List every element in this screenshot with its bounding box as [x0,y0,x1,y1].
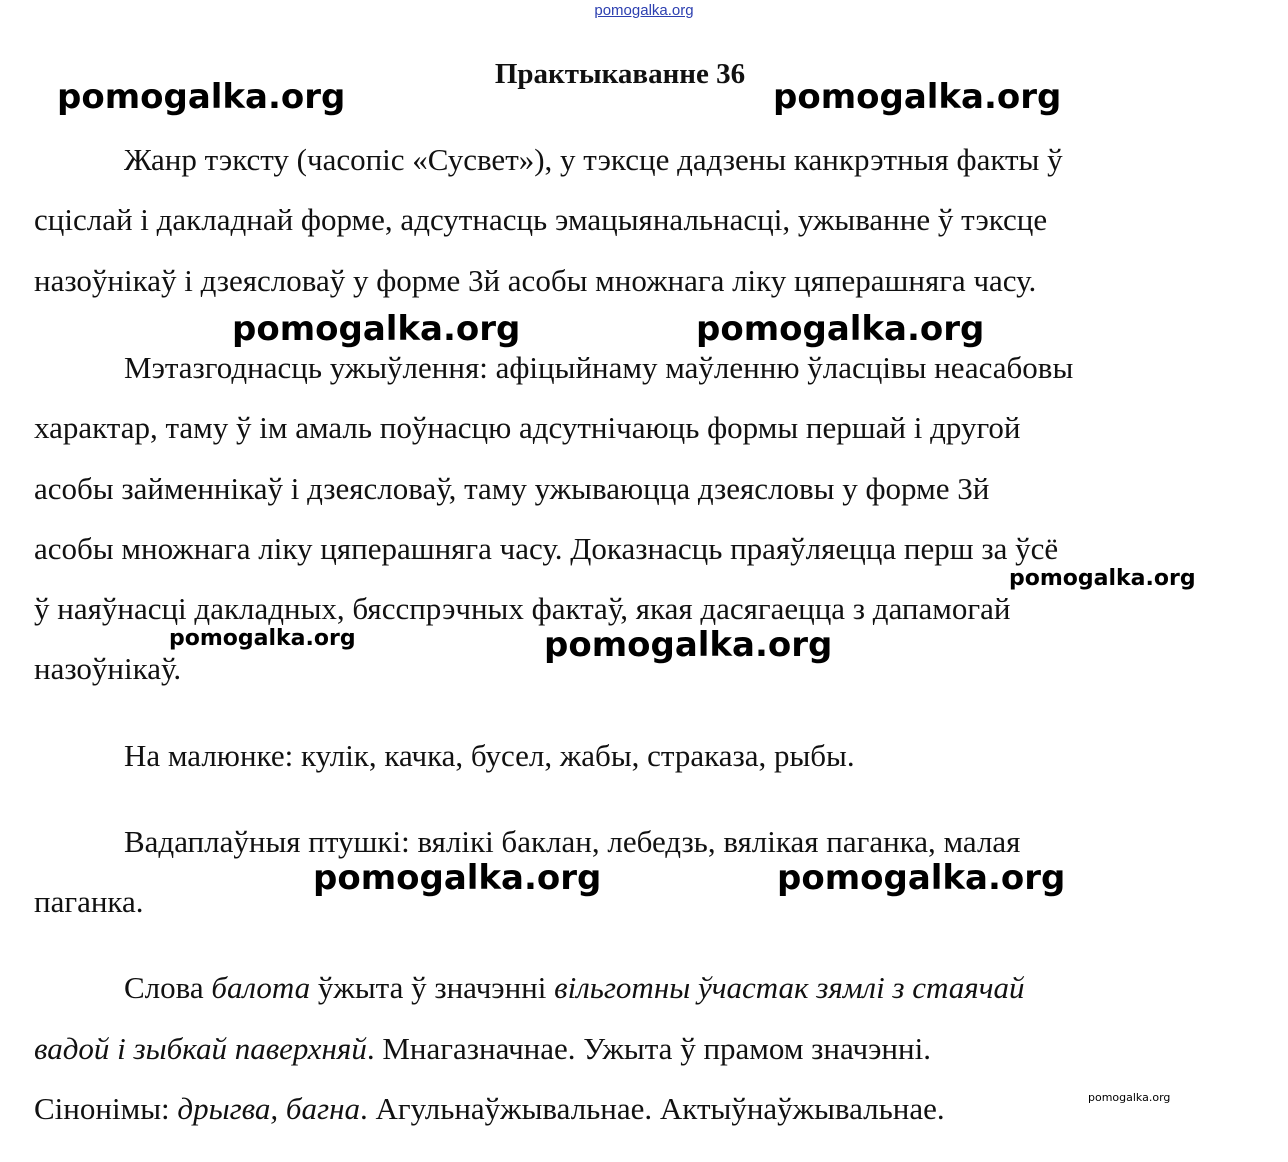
paragraph-2-line-1: Мэтазгоднасць ужыўлення: афіцыйнаму маўленню ўласцівы неасабовы [124,350,1074,385]
watermark: pomogalka.org [1088,1091,1171,1104]
watermark: pomogalka.org [544,625,833,665]
paragraph-2-line-4: асобы множнага ліку цяперашняга часу. Доказнасць праяўляецца перш за ўсё [34,531,1059,566]
paragraph-1-line-2: сціслай і дакладнай форме, адсутнасць эмацыянальнасці, ужыванне ў тэксце [34,202,1048,237]
paragraph-2-line-6: назоўнікаў. [34,651,182,686]
text-run: . Мнагазначнае. Ужыта ў прамом значэнні. [366,1031,931,1066]
paragraph-5-line-1 [124,970,1025,1006]
watermark: pomogalka.org [773,77,1062,117]
paragraph-4-line-2: паганка. [34,884,144,919]
paragraph-2-line-3: асобы займеннікаў і дзеясловаў, таму ужываюцца дзеясловы у форме 3й [34,471,990,506]
paragraph-5-line-2 [34,1031,931,1067]
italic-definition: вільготны ўчастак зямлі з стаячай [554,970,1025,1005]
italic-term: балота [211,970,311,1005]
italic-definition: вадой і зыбкай паверхняй [34,1031,367,1066]
text-run: . Агульнаўжывальнае. Актыўнаўжывальнае. [359,1091,945,1126]
watermark: pomogalka.org [232,309,521,349]
watermark: pomogalka.org [777,858,1066,898]
site-link[interactable]: pomogalka.org [594,2,694,19]
text-run: Сінонімы: [34,1091,178,1126]
text-run: Слова [124,970,212,1005]
page-title: Практыкаванне 36 [494,58,746,90]
paragraph-4-line-1: Вадаплаўныя птушкі: вялікі баклан, лебедзь, вялікая паганка, малая [124,824,1021,859]
paragraph-3-line-1: На малюнке: кулік, качка, бусел, жабы, страказа, рыбы. [124,738,855,773]
paragraph-2-line-2: характар, таму ў ім амаль поўнасцю адсутнічаюць формы першай і другой [34,410,1021,445]
watermark: pomogalka.org [57,77,346,117]
italic-synonyms: дрыгва, багна [177,1091,360,1126]
watermark: pomogalka.org [169,626,356,651]
watermark: pomogalka.org [1009,566,1196,591]
text-run: ўжыта ў значэнні [310,970,555,1005]
paragraph-1-line-3: назоўнікаў і дзеясловаў у форме 3й асобы множнага ліку цяперашняга часу. [34,263,1037,298]
paragraph-2-line-5: ў наяўнасці дакладных, бясспрэчных фактаў, якая дасягаецца з дапамогай [34,591,1011,626]
watermark: pomogalka.org [696,309,985,349]
watermark: pomogalka.org [313,858,602,898]
paragraph-5-line-3 [34,1091,945,1127]
paragraph-1-line-1: Жанр тэксту (часопіс «Сусвет»), у тэксце дадзены канкрэтныя факты ў [124,142,1063,177]
